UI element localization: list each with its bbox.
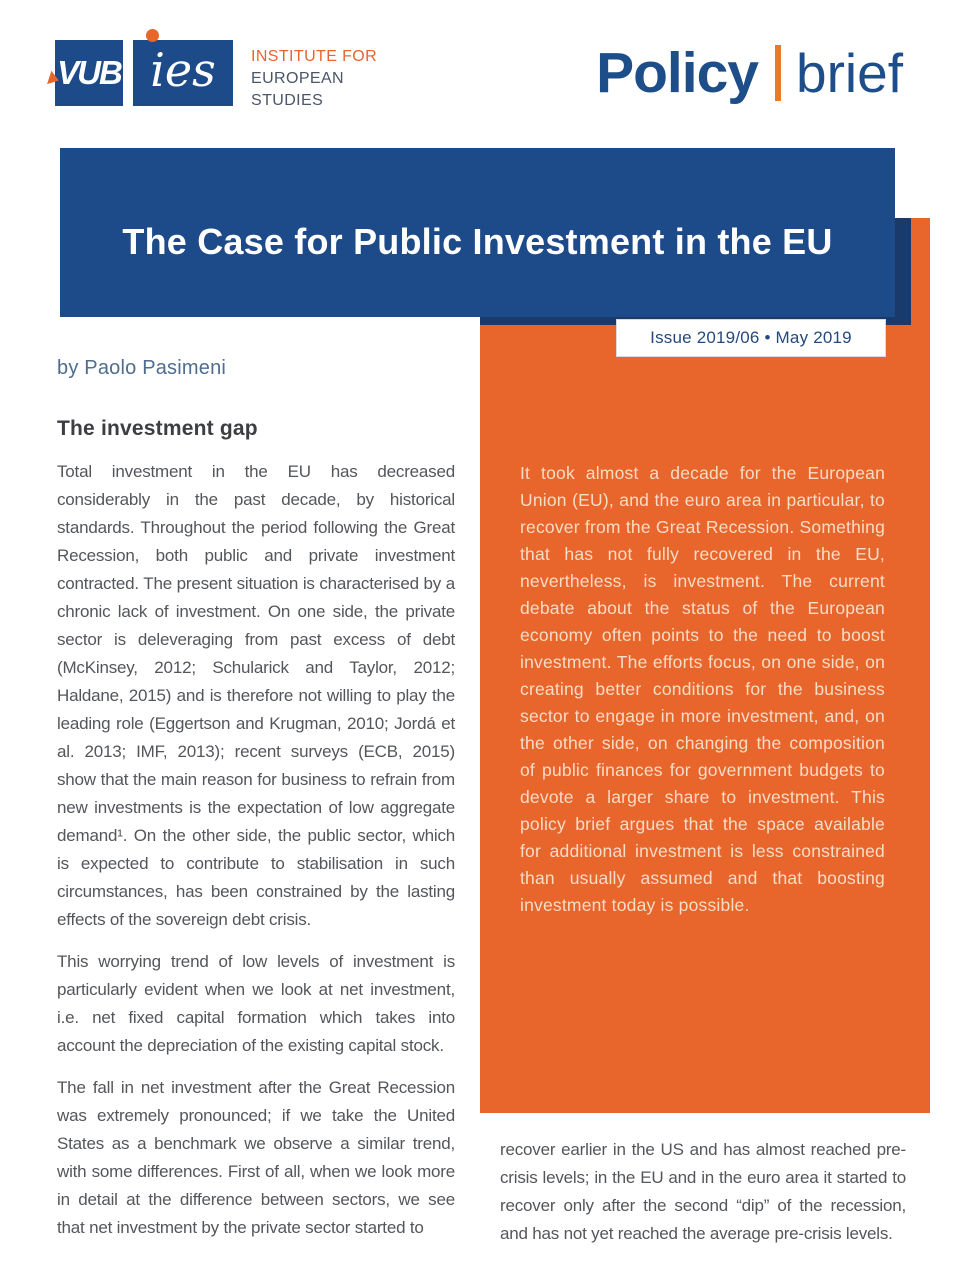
issue-badge bbox=[616, 319, 886, 357]
right-column bbox=[500, 1136, 906, 1262]
highlight-text: It took almost a decade for the European Union (EU), and the euro area in particular, to recover from the Great Recession. Something that has not fully recovered in the EU, nevertheless, is investment. The current debate about the status of the European economy often points to the need to boost investment. The efforts focus, on one side, on creating better conditions for the business sector to engage in more investment, and, on the other side, on changing the composition of public finances for government budgets to devote a larger share to investment. This policy brief argues that the space available for additional investment is less constrained than usually assumed and that boosting investment today is possible. bbox=[520, 463, 885, 915]
byline: by Paolo Pasimeni bbox=[57, 357, 227, 379]
vub-logo-label: VUB bbox=[57, 54, 121, 91]
body-paragraph-3: The fall in net investment after the Great Recession was extremely pronounced; if we take the United States as a benchmark we observe a similar trend, with some differences. First of all, when we look more in detail at the difference between sectors, we see that net investment by the private sector started to bbox=[57, 1078, 455, 1237]
vub-logo bbox=[55, 40, 123, 106]
brand-separator-bar bbox=[775, 45, 781, 101]
section-heading: The investment gap bbox=[57, 417, 258, 440]
ies-logo-dot-icon bbox=[146, 29, 159, 42]
left-column bbox=[57, 417, 455, 1256]
ies-logo bbox=[133, 40, 233, 106]
institute-name bbox=[251, 46, 377, 112]
page-title: The Case for Public Investment in the EU bbox=[122, 220, 833, 262]
body-paragraph-1: Total investment in the EU has decreased considerably in the past decade, by historical standards. Throughout the period following the Great Recession, both public and private investment contracted. The present situation is characterised by a chronic lack of investment. On one side, the private sector is deleveraging from past excess of debt (McKinsey, 2012; Schularick and Taylor, 2012; Haldane, 2015) and is therefore not willing to play the leading role (Eggertson and Krugman, 2010; Jordá et al. 2013; IMF, 2013); recent surveys (ECB, 2015) show that the main reason for business to refrain from new investments is the expectation of low aggregate demand¹. On the other side, the public sector, which is expected to contribute to stabilisation in such circumstances, has been constrained by the lasting effects of the sovereign debt crisis. bbox=[57, 462, 455, 929]
body-paragraph-2: This worrying trend of low levels of investment is particularly evident when we look at net investment, i.e. net fixed capital formation which takes into account the depreciation of the existing capital stock. bbox=[57, 952, 455, 1055]
institute-line-1: INSTITUTE FOR bbox=[251, 48, 378, 65]
issue-badge-label: Issue 2019/06 • May 2019 bbox=[650, 328, 852, 347]
title-banner bbox=[60, 148, 895, 317]
institute-line-2: EUROPEAN bbox=[251, 70, 344, 87]
ies-logo-label: ies bbox=[150, 43, 216, 97]
institute-line-3: STUDIES bbox=[251, 92, 324, 109]
publication-brand bbox=[596, 40, 903, 106]
brand-policy-word: Policy bbox=[596, 41, 758, 105]
continuation-paragraph: recover earlier in the US and has almost reached pre-crisis levels; in the EU and in the euro area it started to recover only after the second “dip” of the recession, and has not yet reached the average pre-crisis levels. bbox=[500, 1140, 906, 1243]
brand-brief-word: brief bbox=[796, 42, 903, 104]
